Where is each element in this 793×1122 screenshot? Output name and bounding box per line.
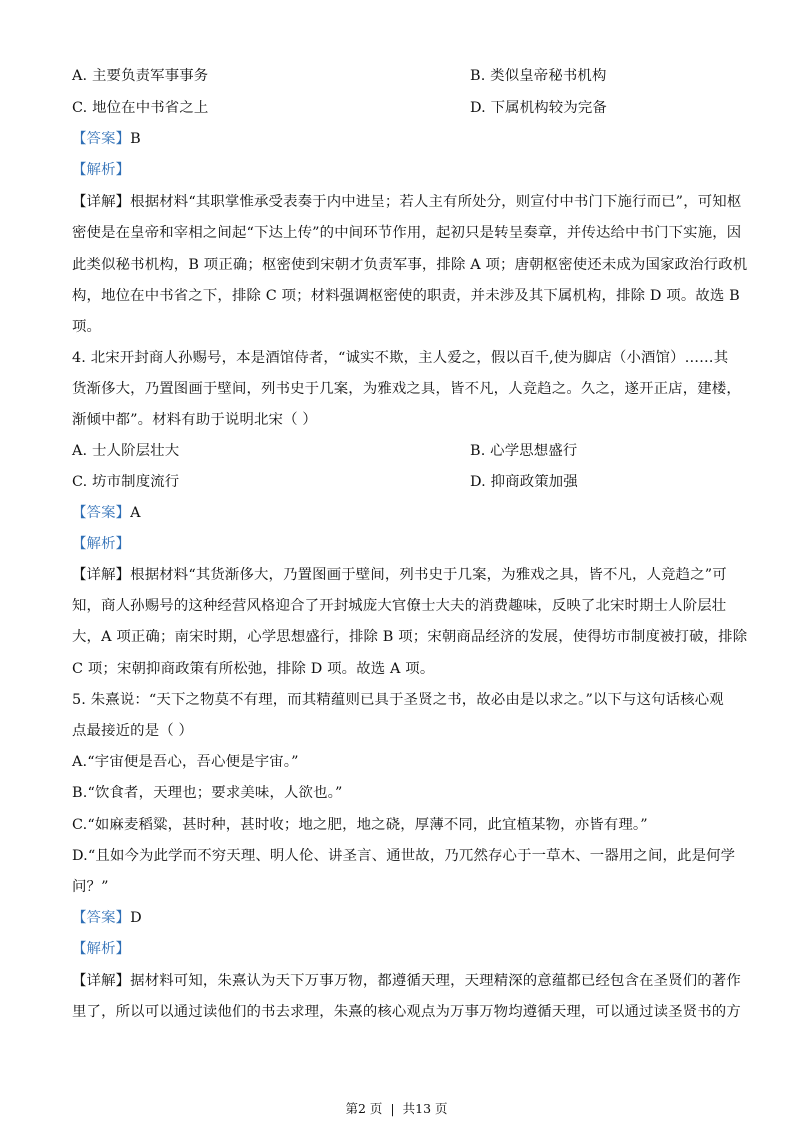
- q5-option-d: D.“且如今为此学而不穷天理、明人伦、讲圣言、通世故，乃兀然存心于一草木、一器用之间，此是何学: [72, 848, 736, 864]
- q3-option-row-2: [72, 98, 724, 118]
- answer-value: D: [130, 910, 142, 926]
- q3-detail-line: 构，地位在中书省之下，排除 C 项；材料强调枢密使的职责，并未涉及其下属机构，排除 D 项。故选 B: [72, 288, 740, 304]
- q5-option-a: A.“宇宙便是吾心，吾心便是宇宙。”: [72, 754, 299, 770]
- q3-option-row-1: [72, 66, 724, 86]
- q5-stem-line: 点最接近的是（ ）: [72, 723, 194, 739]
- q5-analysis-heading: [72, 939, 724, 959]
- q4-option-c: C. 坊市制度流行: [72, 474, 180, 490]
- q4-answer: [72, 503, 724, 523]
- q4-stem-line: 渐倾中都”。材料有助于说明北宋（ ）: [72, 412, 317, 428]
- page-footer: [0, 1101, 793, 1117]
- q4-detail-line: 大，A 项正确；南宋时期，心学思想盛行，排除 B 项；宋朝商品经济的发展，使得坊市制度被打破，排除: [72, 629, 748, 645]
- q5-detail-line: [72, 971, 741, 991]
- q4-option-row-2: [72, 472, 724, 492]
- q4-option-row-1: [72, 441, 724, 461]
- q4-detail-line: C 项；宋朝抑商政策有所松弛，排除 D 项。故选 A 项。: [72, 661, 435, 677]
- q3-detail-line: [72, 192, 742, 212]
- page-number: 第2 页: [345, 1101, 383, 1116]
- q3-option-a: A. 主要负责军事事务: [72, 68, 209, 84]
- q3-analysis-heading: [72, 160, 724, 180]
- q5-option-c: C.“如麻麦稻粱，甚时种，甚时收；地之肥，地之硗，厚薄不同，此宜植某物，亦皆有理。”: [72, 817, 648, 833]
- q5-stem-line: 5. 朱熹说：“天下之物莫不有理，而其精蕴则已具于圣贤之书，故必由是以求之。”以下与这句话核心观: [72, 692, 724, 708]
- answer-label: 【答案】: [72, 505, 131, 521]
- analysis-label: 【解析】: [72, 162, 131, 178]
- answer-value: A: [130, 505, 141, 521]
- q4-option-d: D. 抑商政策加强: [470, 474, 578, 490]
- q5-option-d-cont: 问？”: [72, 879, 109, 895]
- answer-label: 【答案】: [72, 910, 131, 926]
- q5-detail-line: 里了，所以可以通过读他们的书去求理，朱熹的核心观点为万事万物均遵循天理，可以通过读圣贤书的方: [72, 1004, 741, 1020]
- detail-label: 【详解】: [72, 567, 131, 583]
- page-total: 共13 页: [402, 1101, 448, 1116]
- analysis-label: 【解析】: [72, 536, 131, 552]
- q3-option-c: C. 地位在中书省之上: [72, 100, 209, 116]
- q4-detail-line: 知，商人孙赐号的这种经营风格迎合了开封城庞大官僚士大夫的消费趣味，反映了北宋时期士人阶层壮: [72, 598, 727, 614]
- detail-text: 根据材料“其职掌惟承受表奏于内中进呈；若人主有所处分，则宣付中书门下施行而已”，可知枢: [130, 194, 742, 210]
- detail-text: 根据材料“其货渐侈大，乃置图画于壁间，列书史于几案，为雅戏之具，皆不凡，人竞趋之”可: [130, 567, 727, 583]
- q5-answer: [72, 908, 724, 928]
- q3-detail-line: 此类似秘书机构，B 项正确；枢密使到宋朝才负责军事，排除 A 项；唐朝枢密使还未成为国家政治行政机: [72, 257, 748, 273]
- q3-detail-line: 项。: [72, 319, 102, 335]
- q4-stem-line: 4. 北宋开封商人孙赐号，本是酒馆侍者，“诚实不欺，主人爱之，假以百千,使为脚店（小酒馆）……其: [72, 350, 729, 366]
- answer-value: B: [130, 131, 141, 147]
- detail-label: 【详解】: [72, 973, 131, 989]
- detail-label: 【详解】: [72, 194, 131, 210]
- answer-label: 【答案】: [72, 131, 131, 147]
- q4-detail-line: [72, 565, 727, 585]
- q4-option-b: B. 心学思想盛行: [470, 443, 578, 459]
- footer-separator: |: [390, 1101, 395, 1116]
- q3-option-d: D. 下属机构较为完备: [470, 100, 607, 116]
- analysis-label: 【解析】: [72, 941, 131, 957]
- q4-option-a: A. 士人阶层壮大: [72, 443, 180, 459]
- q4-stem-line: 货渐侈大，乃置图画于壁间，列书史于几案，为雅戏之具，皆不凡，人竞趋之。久之，遂开正店，建楼，: [72, 381, 741, 397]
- q4-analysis-heading: [72, 534, 724, 554]
- q3-answer: [72, 129, 724, 149]
- q3-option-b: B. 类似皇帝秘书机构: [470, 68, 607, 84]
- detail-text: 据材料可知，朱熹认为天下万事万物，都遵循天理，天理精深的意蕴都已经包含在圣贤们的著作: [130, 973, 741, 989]
- q5-option-b: B.“饮食者，天理也；要求美味，人欲也。”: [72, 785, 343, 801]
- q3-detail-line: 密使是在皇帝和宰相之间起“下达上传”的中间环节作用，起初只是转呈奏章，并传达给中书门下实施，因: [72, 225, 742, 241]
